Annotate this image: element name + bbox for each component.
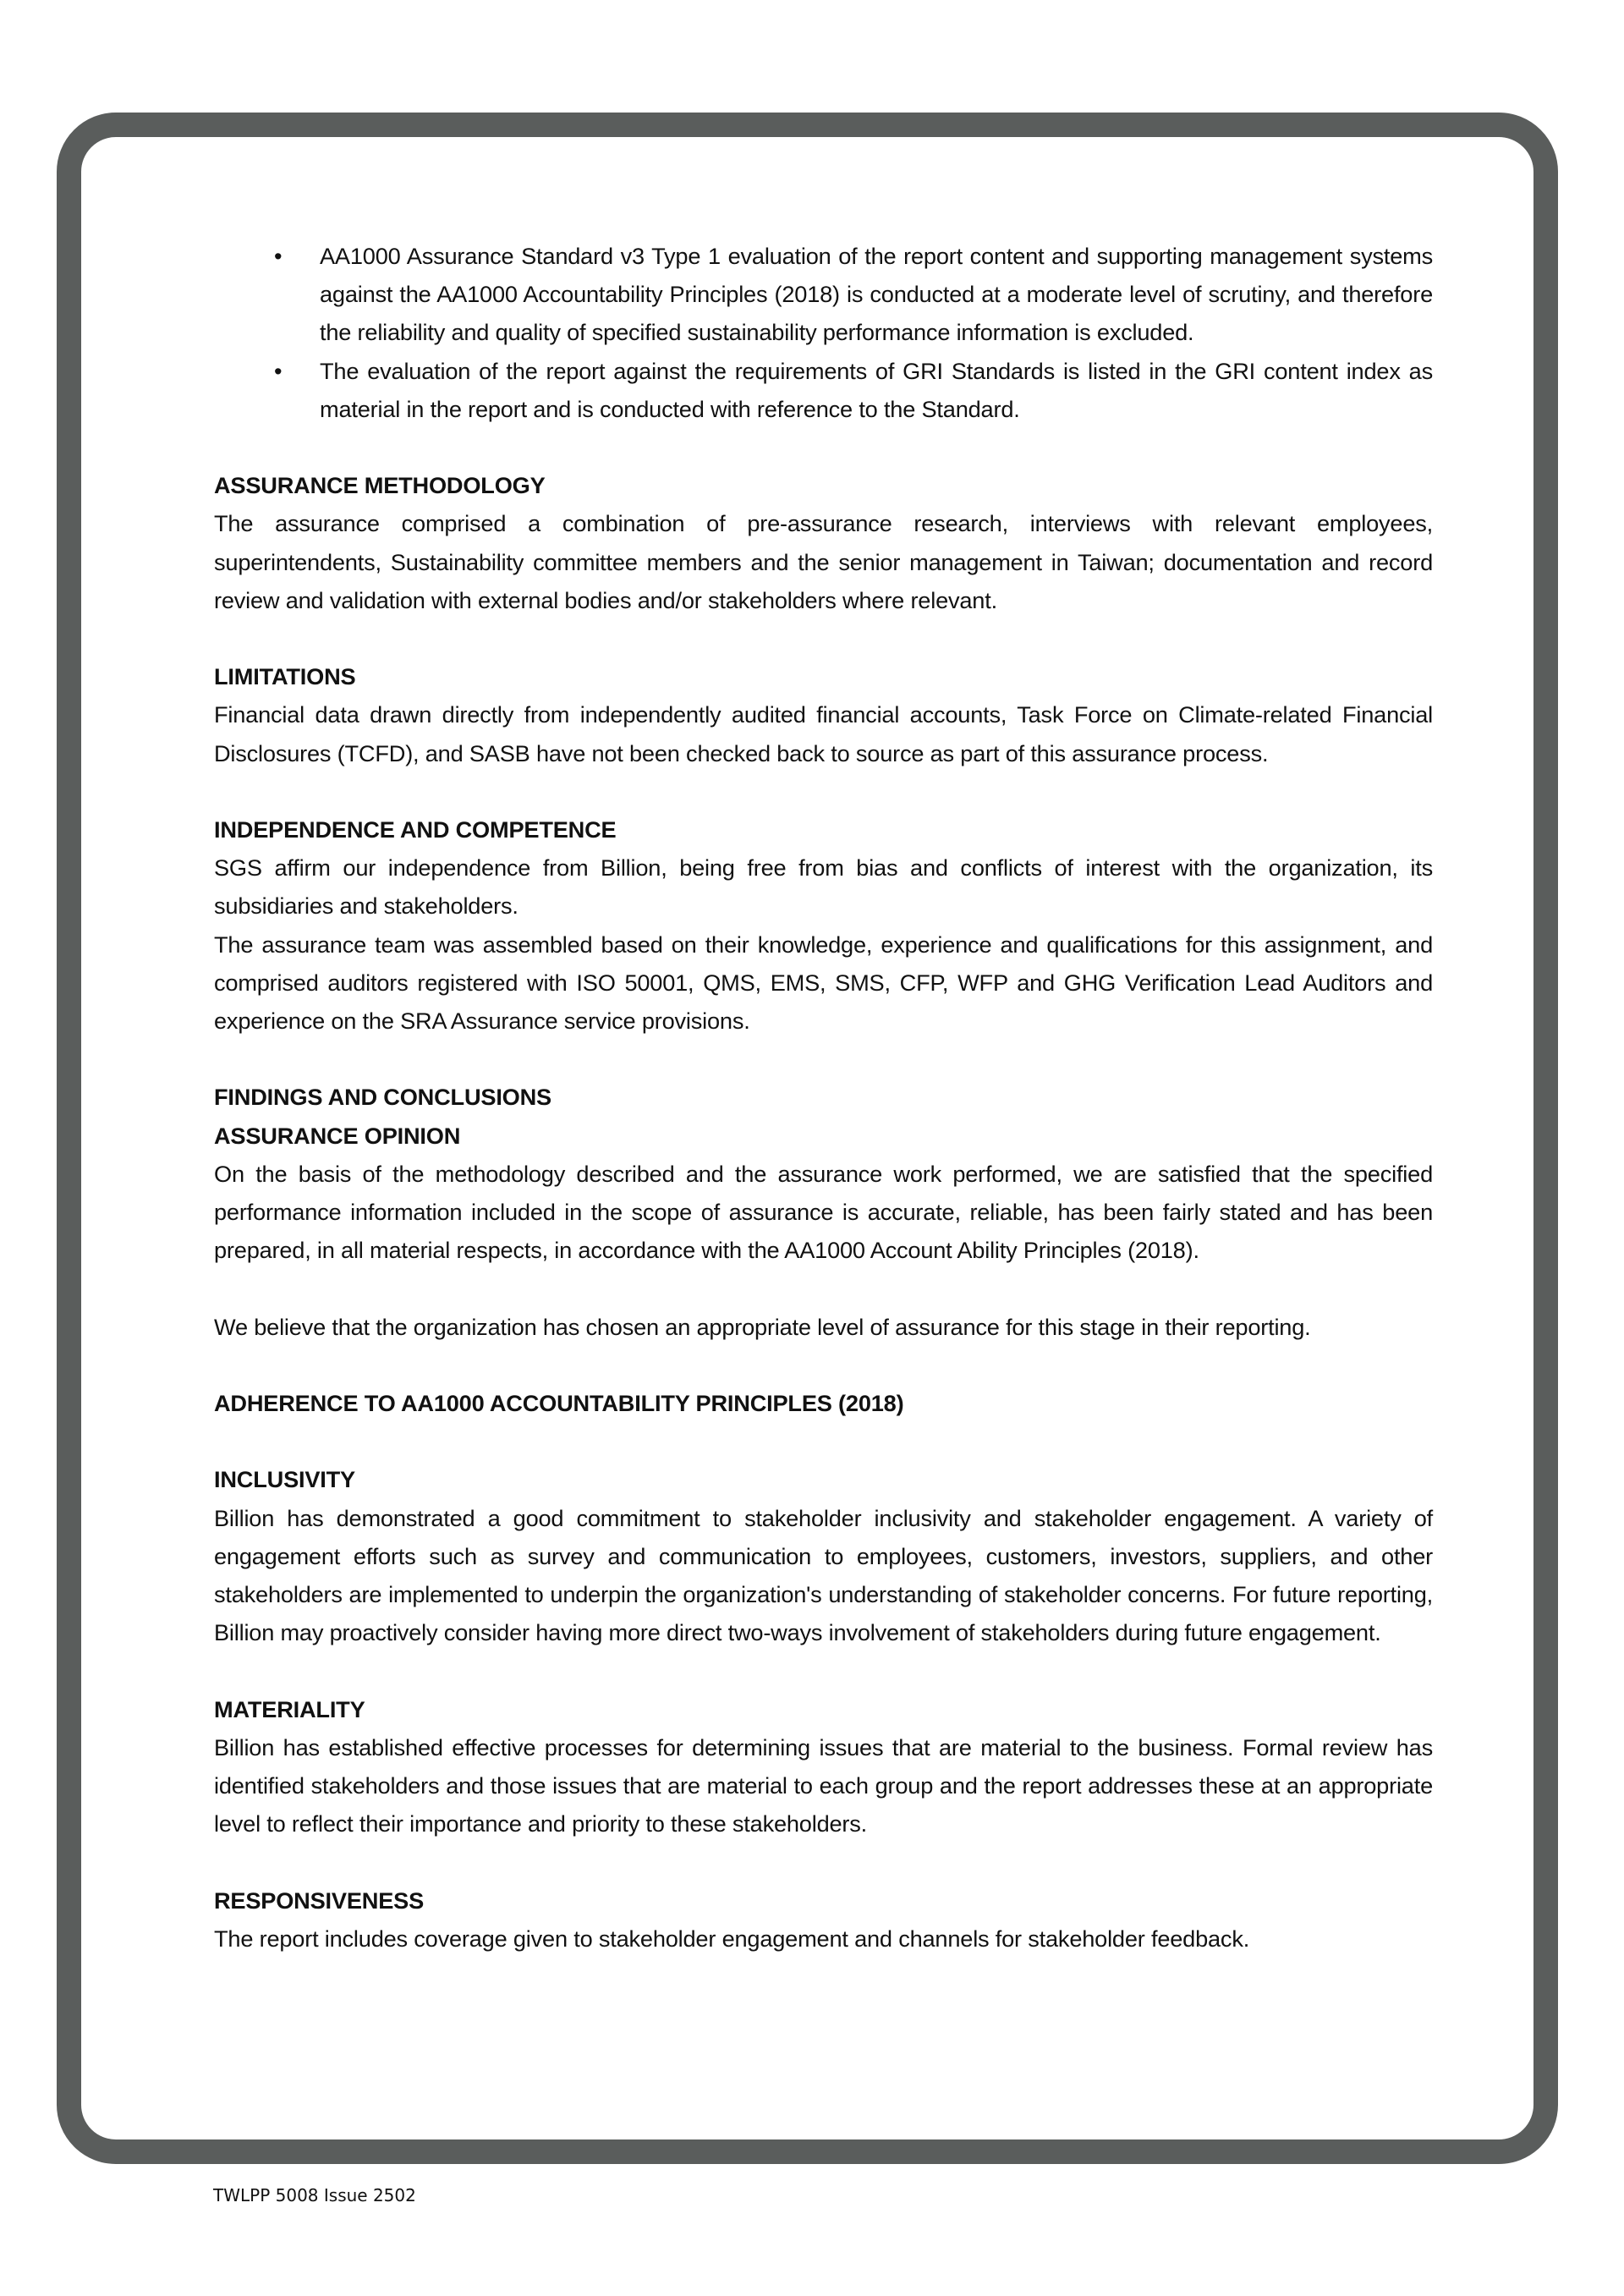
responsiveness-text: The report includes coverage given to stakeholder engagement and channels for stakeholder feedback. <box>214 1925 1250 1952</box>
independence-text: SGS affirm our independence from Billion, being free from bias and conflicts of interest with the organization, its subsidiaries and stakeholders. <box>214 854 1433 920</box>
section-heading-inclusivity: INCLUSIVITY <box>214 1466 355 1493</box>
document-footer-code: TWLPP 5008 Issue 2502 <box>213 2185 416 2205</box>
materiality-text: Billion has established effective processes for determining issues that are material to the business. Formal review has identified stakeholders and those issues that are material to each group and the report addresses these at an appropriate level to reflect their importance and priority to these stakeholders. <box>214 1733 1433 1837</box>
competence-text: The assurance team was assembled based on their knowledge, experience and qualifications for this assignment, and comprised auditors registered with ISO 50001, QMS, EMS, SMS, CFP, WFP and GHG Verification Lead Auditors and experience on the SRA Assurance service provisions. <box>214 931 1433 1035</box>
assurance-level-text: We believe that the organization has chosen an appropriate level of assurance for this stage in their reporting. <box>214 1313 1311 1340</box>
section-heading-limitations: LIMITATIONS <box>214 663 356 690</box>
scope-bullet-list <box>214 237 1433 428</box>
section-heading-responsiveness: RESPONSIVENESS <box>214 1887 425 1914</box>
section-heading-materiality: MATERIALITY <box>214 1695 365 1722</box>
bullet-text: AA1000 Assurance Standard v3 Type 1 evaluation of the report content and supporting management systems against the AA1000 Accountability Principles (2018) is conducted at a moderate level of scrutiny, and therefore the reliability and quality of specified sustainability performance information is excluded. <box>320 243 1433 346</box>
section-heading-adherence: ADHERENCE TO AA1000 ACCOUNTABILITY PRINCIPLES (2018) <box>214 1390 904 1416</box>
limitations-text: Financial data drawn directly from independently audited financial accounts, Task Force on Climate-related Financial Disclosures (TCFD), and SASB have not been checked back to source as part of this assurance process. <box>214 701 1433 766</box>
section-heading-independence: INDEPENDENCE AND COMPETENCE <box>214 816 617 843</box>
bullet-icon: • <box>274 357 283 384</box>
document-body <box>214 237 1433 1958</box>
inclusivity-text: Billion has demonstrated a good commitment to stakeholder inclusivity and stakeholder engagement. A variety of engagement efforts such as survey and communication to employees, customers, investors, suppliers, and other stakeholders are implemented to underpin the organization's understanding of stakeholder concerns. For future reporting, Billion may proactively consider having more direct two-ways involvement of stakeholders during future engagement. <box>214 1504 1433 1646</box>
section-subheading-opinion: ASSURANCE OPINION <box>214 1122 461 1149</box>
bullet-icon: • <box>274 243 283 269</box>
bullet-text: The evaluation of the report against the requirements of GRI Standards is listed in the GRI content index as material in the report and is conducted with reference to the Standard. <box>320 357 1433 422</box>
list-item <box>214 237 1433 352</box>
section-heading-findings: FINDINGS AND CONCLUSIONS <box>214 1084 551 1111</box>
opinion-text: On the basis of the methodology described and the assurance work performed, we are satisfied that the specified performance information included in the scope of assurance is accurate, reliable, has been fairly stated and has been prepared, in all material respects, in accordance with the AA1000 Account Ability Principles (2018). <box>214 1160 1433 1264</box>
section-heading-methodology: ASSURANCE METHODOLOGY <box>214 472 546 499</box>
methodology-text: The assurance comprised a combination of pre-assurance research, interviews with relevant employees, superintendents, Sustainability committee members and the senior management in Taiwan; documentation and record review and validation with external bodies and/or stakeholders where relevant. <box>214 510 1433 613</box>
list-item <box>214 352 1433 428</box>
